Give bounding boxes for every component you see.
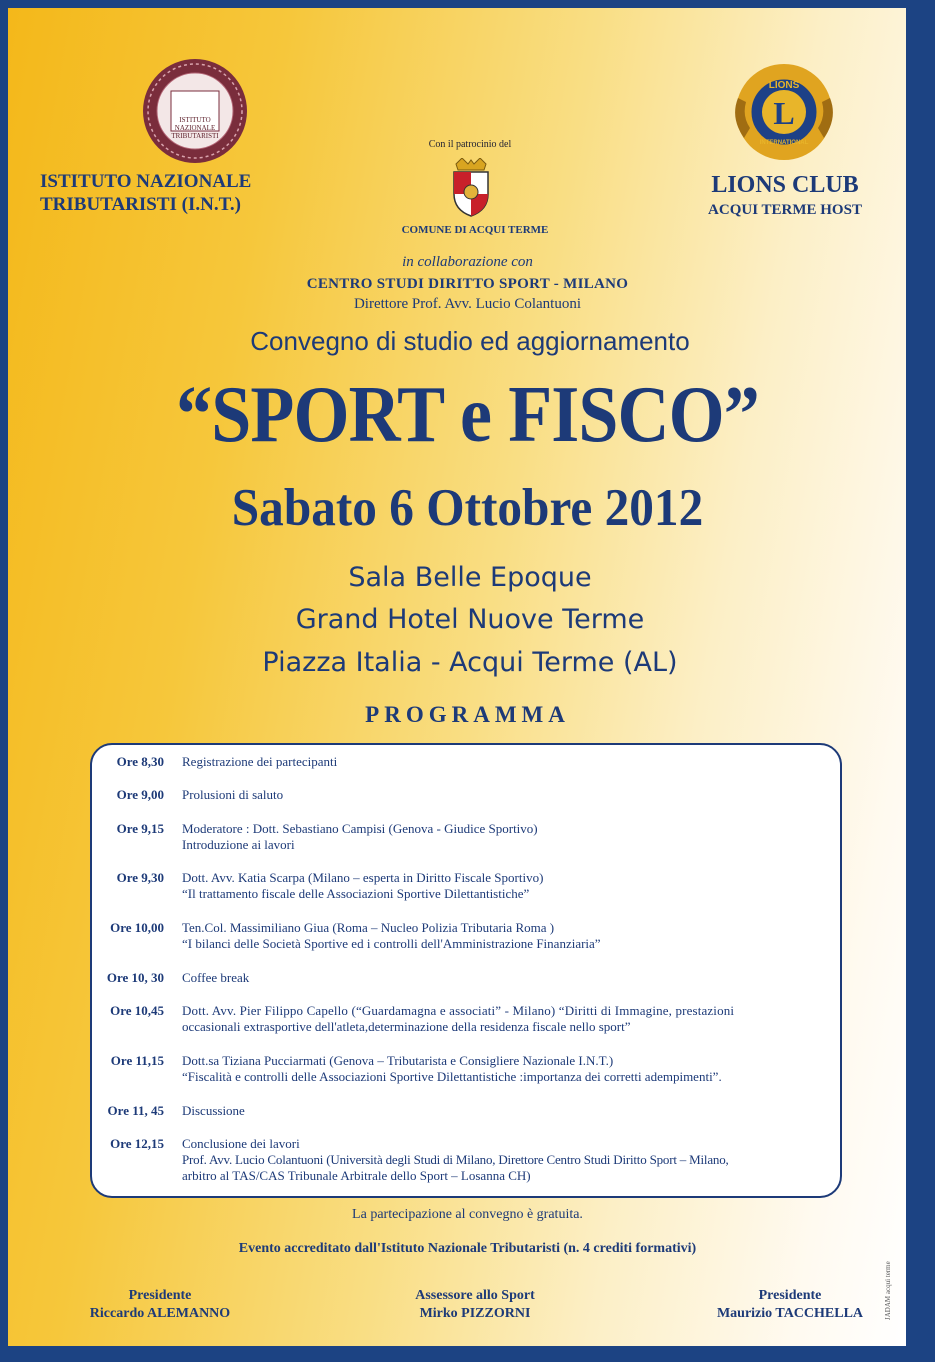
program-time: Ore 12,15 <box>110 1136 164 1151</box>
event-kind: Convegno di studio ed aggiornamento <box>250 326 690 356</box>
signature-name: Maurizio TACCHELLA <box>716 1306 864 1321</box>
lions-club-subtitle: ACQUI TERME HOST <box>708 202 862 218</box>
int-seal-text-3: TRIBUTARISTI <box>171 132 219 140</box>
program-description: “Fiscalità e controlli delle Associazioni Sportive Dilettantistiche :importanza dei corretti adempimenti”. <box>182 1069 722 1084</box>
lions-logo-top-text: LIONS <box>768 80 800 91</box>
int-seal-text-1: ISTITUTO <box>179 116 211 124</box>
venue-address: Piazza Italia - Acqui Terme (AL) <box>262 647 678 678</box>
signature-role: Assessore allo Sport <box>415 1288 535 1303</box>
accreditation-note: Evento accreditato dall'Istituto Nazionale Tributaristi (n. 4 crediti formativi) <box>238 1241 697 1256</box>
program-time: Ore 9,00 <box>116 787 164 802</box>
program-description: Moderatore : Dott. Sebastiano Campisi (Genova - Giudice Sportivo) <box>182 821 538 836</box>
program-time: Ore 11,15 <box>110 1053 164 1068</box>
program-description: arbitro al TAS/CAS Tribunale Arbitrale dello Sport – Losanna CH) <box>182 1168 531 1183</box>
int-seal-text-2: NAZIONALE <box>174 124 216 132</box>
signature-name: Riccardo ALEMANNO <box>89 1306 231 1321</box>
program-description: “Il trattamento fiscale delle Associazioni Sportive Dilettantistiche” <box>182 886 530 901</box>
event-title: “SPORT e FISCO” <box>176 371 759 459</box>
program-description: Dott.sa Tiziana Pucciarmati (Genova – Tributarista e Consigliere Nazionale I.N.T.) <box>182 1053 614 1068</box>
int-name-line1: ISTITUTO NAZIONALE <box>40 171 252 192</box>
venue-hotel: Grand Hotel Nuove Terme <box>295 604 645 635</box>
program-description: Coffee break <box>182 970 250 985</box>
signature-center <box>365 1287 585 1323</box>
signature-right <box>680 1287 900 1323</box>
program-time: Ore 11, 45 <box>107 1103 164 1118</box>
program-heading: PROGRAMMA <box>365 702 570 727</box>
int-name-line2: TRIBUTARISTI (I.N.T.) <box>40 194 241 215</box>
signature-role: Presidente <box>128 1288 192 1303</box>
comune-name: COMUNE DI ACQUI TERME <box>401 224 549 236</box>
signature-role: Presidente <box>758 1288 822 1303</box>
program-time: Ore 9,15 <box>116 821 164 836</box>
collaboration-director: Direttore Prof. Avv. Lucio Colantuoni <box>353 296 582 312</box>
int-seal-logo <box>130 56 260 166</box>
program-description: Ten.Col. Massimiliano Giua (Roma – Nucleo Polizia Tributaria Roma ) <box>182 920 555 935</box>
program-description: “I bilanci delle Società Sportive ed i controlli dell'Amministrazione Finanziaria” <box>182 936 601 951</box>
program-description: Registrazione dei partecipanti <box>182 754 338 769</box>
program-box <box>90 743 842 1198</box>
program-description: Introduzione ai lavori <box>182 837 295 852</box>
program-description: Conclusione dei lavori <box>182 1136 300 1151</box>
venue-hall: Sala Belle Epoque <box>348 562 592 593</box>
signature-name: Mirko PIZZORNI <box>419 1306 531 1321</box>
program-description: Prof. Avv. Lucio Colantuoni (Università degli Studi di Milano, Direttore Centro Studi Diritto Sport – Milano, <box>182 1152 729 1167</box>
collaboration-name: CENTRO STUDI DIRITTO SPORT - MILANO <box>306 276 629 292</box>
int-organization-name <box>40 170 340 216</box>
program-time: Ore 10,00 <box>110 920 164 935</box>
program-time: Ore 8,30 <box>116 754 164 769</box>
lions-logo-bottom-text: INTERNATIONAL <box>759 140 809 146</box>
program-description: Discussione <box>182 1103 245 1118</box>
collaboration-intro: in collaborazione con <box>402 254 533 270</box>
printer-mark: JADAM acqui terme <box>884 1261 892 1320</box>
signature-left <box>50 1287 270 1323</box>
program-description: Dott. Avv. Katia Scarpa (Milano – esperta in Diritto Fiscale Sportivo) <box>182 870 544 885</box>
program-description: Dott. Avv. Pier Filippo Capello (“Guardamagna e associati” - Milano) “Diritti di Immagine, prestazioni <box>182 1003 735 1018</box>
lions-international-logo <box>726 58 842 166</box>
program-time: Ore 9,30 <box>116 870 164 885</box>
patronage-label: Con il patrocinio del <box>428 139 512 150</box>
program-description: Prolusioni di saluto <box>182 787 284 802</box>
program-time: Ore 10,45 <box>110 1003 164 1018</box>
lions-logo-letter: L <box>773 95 795 131</box>
event-date: Sabato 6 Ottobre 2012 <box>231 479 704 537</box>
program-description: occasionali extrasportive dell'atleta,determinazione della residenza fiscale nello sport” <box>182 1019 631 1034</box>
free-participation-note: La partecipazione al convegno è gratuita. <box>352 1207 583 1222</box>
coat-of-arms-icon <box>448 158 494 218</box>
program-time: Ore 10, 30 <box>106 970 164 985</box>
lions-club-name: LIONS CLUB <box>711 172 859 198</box>
